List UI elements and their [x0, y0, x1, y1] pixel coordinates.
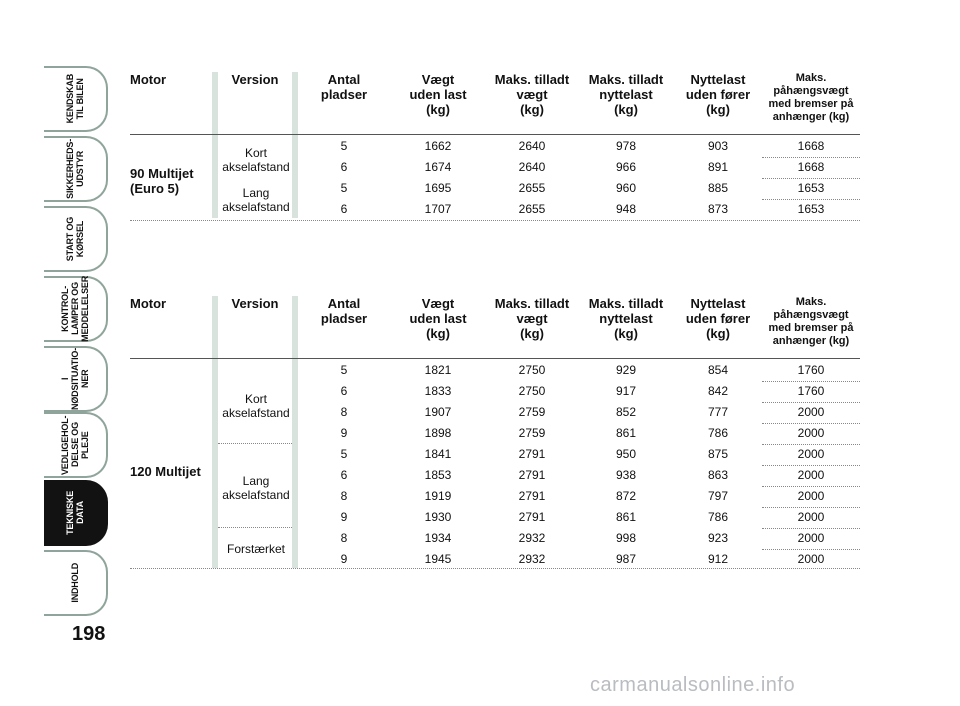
cell-max-weight: 2640: [518, 139, 546, 153]
weights-table-120-multijet: [120, 296, 860, 571]
cell-max-payload: 966: [615, 160, 637, 174]
row-divider: [762, 402, 860, 403]
header-motor: Motor: [130, 72, 167, 87]
cell-trailer: 1760: [797, 384, 825, 398]
cell-unladen: 1907: [424, 405, 452, 419]
cell-seats: 8: [340, 531, 348, 545]
cell-seats: 5: [340, 447, 348, 461]
header-unladen-weight: Vægt uden last (kg): [409, 72, 467, 117]
cell-seats: 9: [340, 552, 348, 566]
header-payload-no-driver: Nyttelast uden fører (kg): [685, 72, 751, 117]
cell-max-weight: 2791: [518, 510, 546, 524]
version-divider: [218, 443, 292, 444]
cell-payload-no-driver: 873: [707, 202, 729, 216]
cell-unladen: 1841: [424, 447, 452, 461]
cell-max-payload: 861: [615, 426, 637, 440]
cell-unladen: 1930: [424, 510, 452, 524]
column-divider: [292, 296, 298, 568]
cell-seats: 6: [340, 384, 348, 398]
cell-payload-no-driver: 777: [707, 405, 729, 419]
motor-label: 120 Multijet: [130, 464, 201, 479]
cell-unladen: 1945: [424, 552, 452, 566]
cell-max-weight: 2759: [518, 405, 546, 419]
tab-kendskab-til-bilen[interactable]: KENDSKAB TIL BILEN: [44, 66, 108, 132]
tab-kontrollamper[interactable]: KONTROL- LAMPER OG MEDDELELSER: [44, 276, 108, 342]
cell-trailer: 2000: [797, 510, 825, 524]
cell-trailer: 2000: [797, 468, 825, 482]
cell-seats: 6: [340, 468, 348, 482]
cell-max-payload: 929: [615, 363, 637, 377]
cell-unladen: 1898: [424, 426, 452, 440]
cell-seats: 9: [340, 426, 348, 440]
header-seats: Antal pladser: [320, 72, 368, 102]
tab-nodsituationer[interactable]: I NØDSITUATIO- NER: [44, 346, 108, 412]
cell-max-payload: 998: [615, 531, 637, 545]
cell-max-payload: 960: [615, 181, 637, 195]
cell-payload-no-driver: 786: [707, 426, 729, 440]
row-divider: [762, 199, 860, 200]
header-version: Version: [231, 72, 279, 87]
cell-trailer: 1668: [797, 139, 825, 153]
cell-seats: 8: [340, 405, 348, 419]
cell-unladen: 1833: [424, 384, 452, 398]
header-trailer-weight: Maks. påhængsvægt med bremser på anhænger (kg): [768, 72, 854, 123]
cell-max-payload: 948: [615, 202, 637, 216]
cell-max-payload: 987: [615, 552, 637, 566]
cell-max-weight: 2655: [518, 202, 546, 216]
version-label: Kort akselafstand: [222, 392, 290, 420]
cell-max-weight: 2932: [518, 552, 546, 566]
cell-trailer: 2000: [797, 531, 825, 545]
cell-max-weight: 2932: [518, 531, 546, 545]
header-max-payload: Maks. tilladt nyttelast (kg): [588, 296, 664, 341]
row-divider: [762, 549, 860, 550]
header-separator: [130, 358, 860, 359]
tab-start-og-korsel[interactable]: START OG KØRSEL: [44, 206, 108, 272]
cell-unladen: 1662: [424, 139, 452, 153]
cell-payload-no-driver: 885: [707, 181, 729, 195]
cell-seats: 8: [340, 489, 348, 503]
cell-max-weight: 2791: [518, 447, 546, 461]
cell-max-weight: 2640: [518, 160, 546, 174]
cell-trailer: 1668: [797, 160, 825, 174]
cell-max-weight: 2750: [518, 363, 546, 377]
row-divider: [762, 444, 860, 445]
version-label: Lang akselafstand: [222, 186, 290, 214]
cell-seats: 5: [340, 139, 348, 153]
cell-max-weight: 2791: [518, 468, 546, 482]
cell-payload-no-driver: 891: [707, 160, 729, 174]
cell-payload-no-driver: 797: [707, 489, 729, 503]
cell-seats: 5: [340, 363, 348, 377]
version-label: Forstærket: [226, 542, 285, 556]
header-trailer-weight: Maks. påhængsvægt med bremser på anhænger (kg): [768, 296, 854, 347]
cell-max-payload: 872: [615, 489, 637, 503]
row-divider: [762, 486, 860, 487]
cell-trailer: 1653: [797, 202, 825, 216]
tab-indhold[interactable]: INDHOLD: [44, 550, 108, 616]
row-divider: [762, 381, 860, 382]
cell-payload-no-driver: 842: [707, 384, 729, 398]
cell-seats: 5: [340, 181, 348, 195]
cell-unladen: 1674: [424, 160, 452, 174]
header-version: Version: [231, 296, 279, 311]
cell-max-payload: 917: [615, 384, 637, 398]
cell-payload-no-driver: 786: [707, 510, 729, 524]
table-bottom-line: [130, 220, 860, 221]
cell-trailer: 2000: [797, 489, 825, 503]
cell-seats: 6: [340, 160, 348, 174]
cell-max-payload: 950: [615, 447, 637, 461]
weights-table-90-multijet: [120, 72, 860, 222]
cell-payload-no-driver: 903: [707, 139, 729, 153]
header-max-payload: Maks. tilladt nyttelast (kg): [588, 72, 664, 117]
cell-payload-no-driver: 875: [707, 447, 729, 461]
cell-trailer: 1760: [797, 363, 825, 377]
cell-seats: 6: [340, 202, 348, 216]
cell-payload-no-driver: 912: [707, 552, 729, 566]
watermark: carmanualsonline.info: [590, 674, 796, 696]
row-divider: [762, 507, 860, 508]
row-divider: [762, 423, 860, 424]
cell-trailer: 2000: [797, 552, 825, 566]
cell-unladen: 1919: [424, 489, 452, 503]
tab-vedligeholdelse[interactable]: VEDLIGEHOL- DELSE OG PLEJE: [44, 412, 108, 478]
cell-payload-no-driver: 854: [707, 363, 729, 377]
cell-unladen: 1821: [424, 363, 452, 377]
cell-max-weight: 2791: [518, 489, 546, 503]
cell-unladen: 1695: [424, 181, 452, 195]
cell-max-payload: 861: [615, 510, 637, 524]
cell-max-weight: 2750: [518, 384, 546, 398]
cell-unladen: 1934: [424, 531, 452, 545]
cell-max-weight: 2655: [518, 181, 546, 195]
tab-sikkerhedsudstyr[interactable]: SIKKERHEDS- UDSTYR: [44, 136, 108, 202]
header-payload-no-driver: Nyttelast uden fører (kg): [685, 296, 751, 341]
row-divider: [762, 465, 860, 466]
row-divider: [762, 528, 860, 529]
page-number: 198: [72, 623, 106, 645]
header-unladen-weight: Vægt uden last (kg): [409, 296, 467, 341]
cell-max-payload: 938: [615, 468, 637, 482]
cell-unladen: 1707: [424, 202, 452, 216]
version-divider: [218, 527, 292, 528]
cell-payload-no-driver: 863: [707, 468, 729, 482]
version-label: Kort akselafstand: [222, 146, 290, 174]
cell-max-payload: 978: [615, 139, 637, 153]
header-max-weight: Maks. tilladt vægt (kg): [494, 296, 570, 341]
version-label: Lang akselafstand: [222, 474, 290, 502]
cell-trailer: 2000: [797, 426, 825, 440]
header-seats: Antal pladser: [320, 296, 368, 326]
cell-max-weight: 2759: [518, 426, 546, 440]
tab-tekniske-data[interactable]: TEKNISKE DATA: [44, 480, 108, 546]
cell-payload-no-driver: 923: [707, 531, 729, 545]
cell-max-payload: 852: [615, 405, 637, 419]
cell-trailer: 2000: [797, 447, 825, 461]
header-separator: [130, 134, 860, 135]
header-max-weight: Maks. tilladt vægt (kg): [494, 72, 570, 117]
cell-seats: 9: [340, 510, 348, 524]
cell-unladen: 1853: [424, 468, 452, 482]
row-divider: [762, 157, 860, 158]
motor-label: 90 Multijet (Euro 5): [130, 166, 194, 196]
cell-trailer: 1653: [797, 181, 825, 195]
header-motor: Motor: [130, 296, 167, 311]
cell-trailer: 2000: [797, 405, 825, 419]
row-divider: [762, 178, 860, 179]
